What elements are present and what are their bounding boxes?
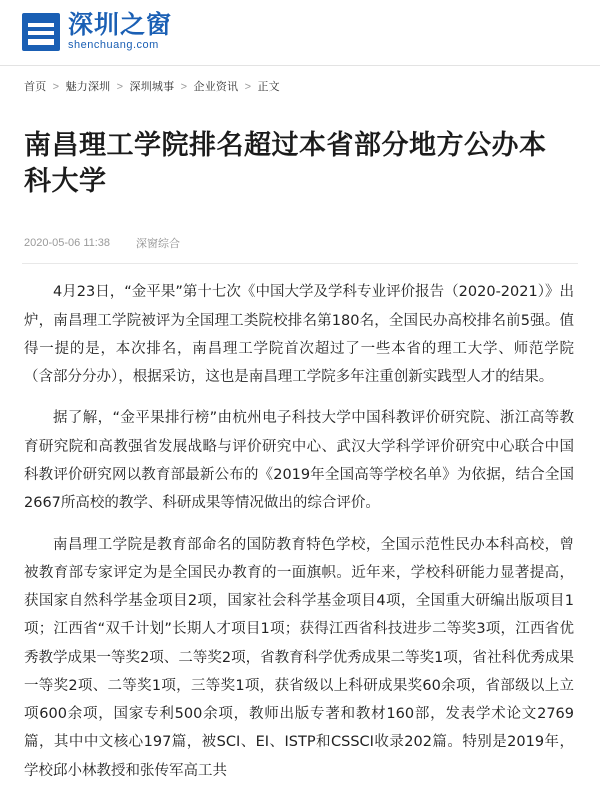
article-paragraph: 4月23日，“金平果”第十七次《中国大学及学科专业评价报告（2020-2021）》出炉，南昌理工学院被评为全国理工类院校排名第180名，全国民办高校排名前5强。值得一提的是，本次排名，南昌理工学院首次超过了一些本省的理工大学、师范学院（含部分分办），根据采访，这也是南昌理工学院多年注重创新实践型人才的结果。 xyxy=(24,284,574,386)
page-title: 南昌理工学院排名超过本省部分地方公办本科大学 xyxy=(24,130,547,197)
article-paragraph: 据了解，“金平果排行榜”由杭州电子科技大学中国科教评价研究院、浙江高等教育研究院和高教强省发展战略与评价研究中心、武汉大学科学评价研究中心联合中国科教评价研究网以教育部最新公布的《2019年全国高等学校名单》为依据，结合全国2667所高校的教学、科研成果等情况做出的综合评价。 xyxy=(24,410,574,512)
breadcrumb-separator: > xyxy=(116,81,124,93)
breadcrumb-separator: > xyxy=(180,81,188,93)
article-paragraph: 南昌理工学院是教育部命名的国防教育特色学校，全国示范性民办本科高校，曾被教育部专家评定为是全国民办教育的一面旗帜。近年来，学校科研能力显著提高，获国家自然科学基金项目2项，国家社会科学基金项目4项，全国重大研编出版项目1项；江西省“双千计划”长期人才项目1项；获得江西省科技进步二等奖3项，江西省优秀教学成果一等奖2项、二等奖2项，省教育科学优秀成果二等奖1项，省社科优秀成果一等奖2项、二等奖1项，三等奖1项，获省级以上科研成果奖60余项，省部级以上立项600余项，国家专利500余项，教师出版专著和教材160部，发表学术论文2769篇，其中中文核心197篇，被SCI、EI、ISTP和CSSCI收录202篇。特别是2019年，学校邱小林教授和张传军高工共 xyxy=(24,536,574,779)
breadcrumb xyxy=(0,66,600,94)
site-header xyxy=(0,0,600,61)
breadcrumb-item-charming-shenzhen[interactable]: 魅力深圳 xyxy=(65,81,111,93)
site-logo-domain: shenchuang.com xyxy=(68,39,159,51)
article-body xyxy=(0,264,600,785)
site-logo-icon[interactable] xyxy=(22,13,60,51)
site-logo-title: 深圳之窗 xyxy=(68,10,173,39)
breadcrumb-item-home[interactable]: 首页 xyxy=(24,81,47,93)
breadcrumb-item-enterprise-news[interactable]: 企业资讯 xyxy=(193,81,239,93)
article-meta xyxy=(0,217,600,251)
breadcrumb-item-city-news[interactable]: 深圳城事 xyxy=(129,81,175,93)
site-logo-text[interactable] xyxy=(68,12,172,51)
breadcrumb-item-current: 正文 xyxy=(257,81,280,93)
article-source: 深窗综合 xyxy=(136,238,181,251)
breadcrumb-separator: > xyxy=(244,81,252,93)
publish-date: 2020-05-06 11:38 xyxy=(24,237,111,250)
breadcrumb-separator: > xyxy=(52,81,60,93)
